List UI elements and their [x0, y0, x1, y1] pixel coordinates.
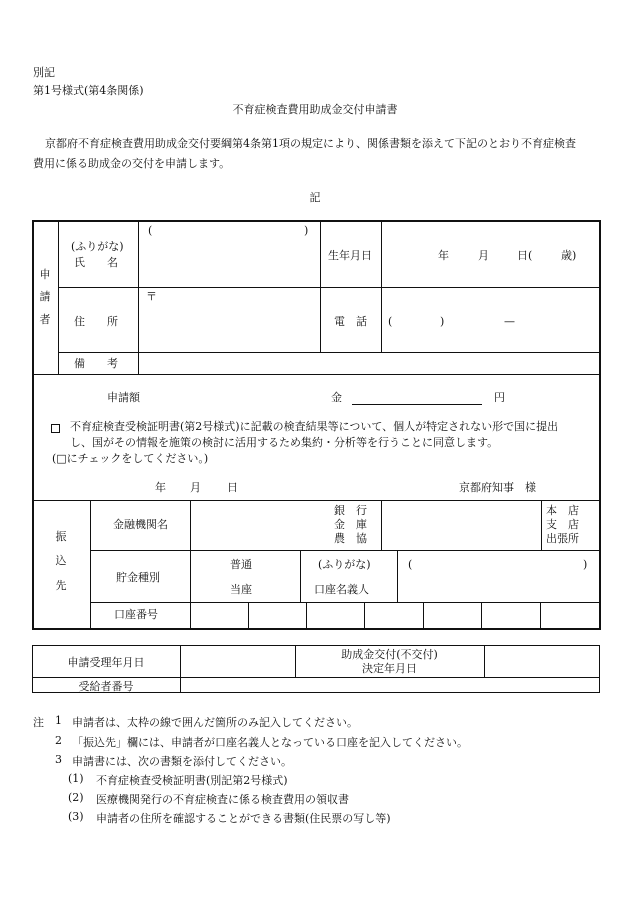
- holder-paren-close: ): [583, 558, 588, 571]
- birth-year-unit: 年: [438, 249, 449, 262]
- birthdate-label: 生年月日: [328, 249, 372, 262]
- name-field[interactable]: [144, 238, 316, 284]
- address-label: 住 所: [74, 315, 118, 328]
- decision-label-line-2: 決定年月日: [362, 662, 417, 675]
- account-type-current[interactable]: 当座: [230, 583, 252, 596]
- bank-label: 金融機関名: [113, 518, 168, 531]
- form-number: 第1号様式(第4条関係): [33, 84, 144, 97]
- amount-field[interactable]: [352, 390, 482, 404]
- amount-label: 申請額: [107, 391, 140, 404]
- note-text: 申請書には、次の書類を添付してください。: [72, 755, 292, 768]
- ki-label: 記: [309, 191, 321, 204]
- name-furigana-paren-open: (: [148, 224, 153, 237]
- branch-name-field[interactable]: [388, 503, 536, 547]
- decision-label-line-1: 助成金交付(不交付): [341, 648, 438, 661]
- applicant-section-label: 申 請 者: [39, 268, 51, 326]
- birth-day-unit: 日(: [517, 249, 533, 262]
- document-title: 不育症検査費用助成金交付申請書: [232, 103, 398, 116]
- kin-label: 金: [331, 391, 342, 404]
- account-type-ordinary[interactable]: 普通: [230, 558, 252, 571]
- intro-line-2: 費用に係る助成金の交付を申請します。: [33, 157, 231, 170]
- transfer-section-label: 振 込 先: [55, 530, 67, 592]
- remarks-label: 備 考: [74, 357, 118, 370]
- note-number: 3: [55, 753, 62, 766]
- bank-type-list: 銀 行 金 庫 農 協: [334, 504, 367, 545]
- consent-line-1: 不育症検査受検証明書(第2号様式)に記載の検査結果等について、個人が特定されない形で国に提出: [70, 420, 559, 433]
- phone-label: 電 話: [334, 315, 367, 328]
- birth-month-unit: 月: [478, 249, 489, 262]
- notes-lead: 注: [33, 716, 44, 729]
- note-number: 2: [55, 734, 62, 747]
- recipient-number-label: 受給者番号: [78, 680, 134, 693]
- note-text: 「振込先」欄には、申請者が口座名義人となっている口座を記入してください。: [72, 736, 468, 749]
- phone-dash: —: [504, 315, 515, 328]
- note-text: 申請者は、太枠の線で囲んだ箇所のみ記入してください。: [72, 716, 358, 729]
- note-number: 1: [55, 714, 62, 727]
- date-day-unit: 日: [227, 481, 238, 494]
- consent-hint: (□にチェックをしてください。): [52, 452, 209, 465]
- birth-age-unit: 歳): [561, 249, 577, 262]
- intro-line-1: 京都府不育症検査費用助成金交付要綱第4条第1項の規定により、関係書類を添えて下記のとおり不育症検査: [45, 137, 576, 150]
- holder-name-field[interactable]: [404, 572, 594, 598]
- holder-furigana-label: (ふりがな): [318, 558, 371, 571]
- consent-checkbox[interactable]: [51, 424, 60, 433]
- name-furigana-paren-close: ): [304, 224, 309, 237]
- holder-paren-open: (: [408, 558, 413, 571]
- phone-paren-open: (: [388, 315, 393, 328]
- account-type-label: 貯金種別: [116, 571, 160, 584]
- bank-name-field[interactable]: [196, 503, 326, 547]
- subnote-number: (3): [68, 810, 84, 823]
- account-number-field[interactable]: [192, 604, 596, 626]
- holder-label: 口座名義人: [314, 583, 369, 596]
- account-number-label: 口座番号: [114, 608, 158, 621]
- addressee: 京都府知事 様: [459, 481, 536, 494]
- subnote-text: 不育症検査受検証明書(別記第2号様式): [96, 774, 288, 787]
- date-month-unit: 月: [190, 481, 201, 494]
- phone-paren-close: ): [440, 315, 445, 328]
- consent-line-2: し、国がその情報を施策の検討に活用するため集約・分析等を行うことに同意します。: [70, 436, 499, 449]
- subnote-number: (1): [68, 772, 84, 785]
- name-label: 氏 名: [74, 256, 118, 269]
- yen-label: 円: [494, 391, 505, 404]
- address-field[interactable]: [144, 304, 316, 348]
- subnote-text: 医療機関発行の不育症検査に係る検査費用の領収書: [96, 793, 349, 806]
- received-date-label: 申請受理年月日: [67, 656, 145, 669]
- furigana-label: (ふりがな): [71, 240, 124, 253]
- date-year-unit: 年: [155, 481, 166, 494]
- branch-type-list: 本 店 支 店 出張所: [546, 504, 579, 545]
- postal-mark: 〒: [146, 290, 157, 303]
- remarks-field[interactable]: [144, 355, 596, 372]
- bekki-label: 別記: [33, 66, 55, 79]
- subnote-number: (2): [68, 791, 84, 804]
- subnote-text: 申請者の住所を確認することができる書類(住民票の写し等): [96, 812, 391, 825]
